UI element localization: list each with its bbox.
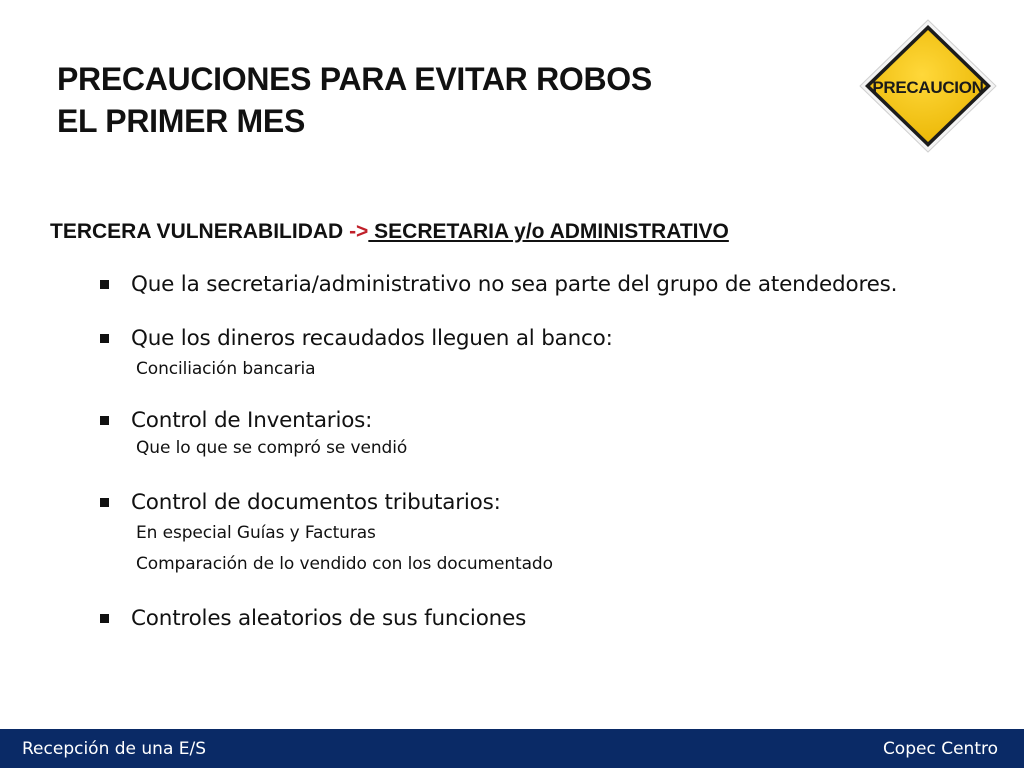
sub-item: En especial Guías y Facturas (136, 523, 376, 543)
sub-item: Que lo que se compró se vendió (136, 438, 408, 458)
square-bullet-icon (100, 498, 109, 507)
section-subheading (50, 218, 729, 246)
sub-item: Comparación de lo vendido con los documentado (136, 554, 553, 574)
sub-list (131, 518, 998, 580)
square-bullet-icon (100, 280, 109, 289)
square-bullet-icon (100, 614, 109, 623)
bullet-text: Que los dineros recaudados lleguen al banco: (131, 326, 613, 351)
title-line-2: EL PRIMER MES (57, 103, 305, 139)
footer-bar (0, 729, 1024, 768)
bullet-text: Control de documentos tributarios: (131, 490, 501, 515)
footer-right-text: Copec Centro (882, 739, 998, 759)
page-title (57, 58, 817, 142)
bullet-item (98, 324, 998, 385)
caution-sign-icon (858, 18, 998, 154)
title-line-1: PRECAUCIONES PARA EVITAR ROBOS (57, 61, 652, 97)
sub-list (131, 354, 998, 385)
subheading-arrow: -> (349, 220, 369, 243)
bullet-item (98, 406, 998, 464)
bullet-item (98, 270, 998, 300)
square-bullet-icon (100, 416, 109, 425)
bullet-text: Control de Inventarios: (131, 408, 373, 433)
bullet-text: Que la secretaria/administrativo no sea parte del grupo de atendedores. (131, 272, 898, 297)
sub-list (131, 433, 998, 464)
bullet-text: Controles aleatorios de sus funciones (131, 606, 527, 631)
square-bullet-icon (100, 334, 109, 343)
footer-left-text: Recepción de una E/S (22, 739, 207, 759)
bullet-list (98, 270, 998, 634)
subheading-tail: SECRETARIA y/o ADMINISTRATIVO (368, 220, 729, 243)
bullet-item (98, 604, 998, 634)
caution-sign-label: PRECAUCION (872, 78, 984, 97)
sub-item: Conciliación bancaria (136, 359, 316, 379)
bullet-item (98, 488, 998, 580)
subheading-lead: TERCERA VULNERABILIDAD (50, 220, 350, 243)
